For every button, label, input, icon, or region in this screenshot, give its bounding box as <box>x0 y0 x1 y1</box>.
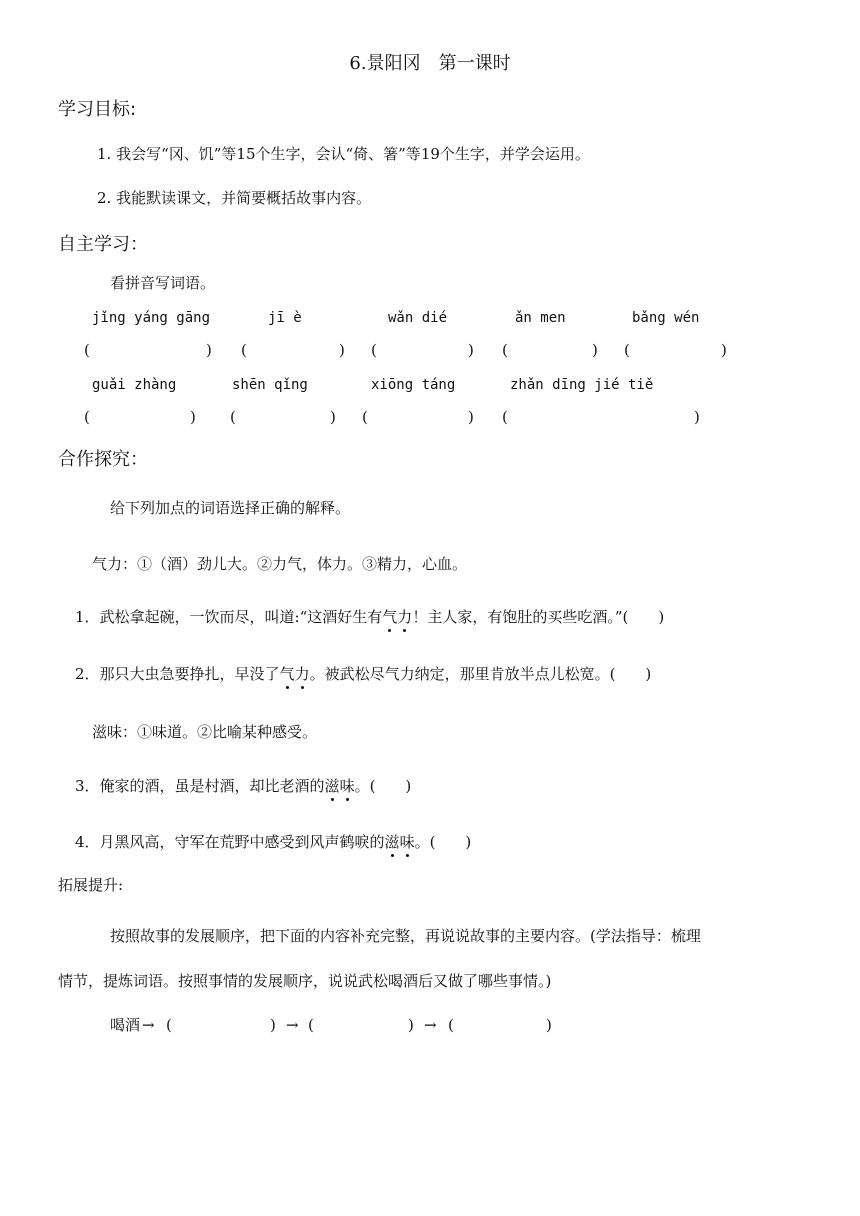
pinyin-2: jī è <box>268 310 302 326</box>
paren-open: ( <box>624 341 630 359</box>
pinyin-3: wǎn dié <box>388 310 448 326</box>
paren-close: ) <box>721 341 727 359</box>
paren-close: ) <box>270 1016 276 1034</box>
dotted-word-char: 味 <box>339 777 355 795</box>
paren-open: ( <box>241 341 247 359</box>
coop-heading: 合作探究： <box>58 449 148 470</box>
arrow-icon: → <box>286 1016 299 1034</box>
flow-start: 喝酒 <box>110 1016 141 1034</box>
pinyin-9: zhǎn dīng jié tiě <box>510 377 654 393</box>
question-text: 。( ) <box>354 777 412 795</box>
pinyin-7: shēn qǐng <box>232 377 308 393</box>
definition-qili: 气力：①（酒）劲儿大。②力气，体力。③精力，心血。 <box>92 555 468 573</box>
pinyin-6: guǎi zhàng <box>92 377 177 393</box>
paren-close: ) <box>339 341 345 359</box>
paren-close: ) <box>694 408 700 426</box>
extend-paragraph-line-1: 按照故事的发展顺序，把下面的内容补充完整，再说说故事的主要内容。(学法指导：梳理 <box>110 927 701 945</box>
paren-open: ( <box>84 341 90 359</box>
paren-open: ( <box>362 408 368 426</box>
pinyin-4: ǎn men <box>515 310 566 326</box>
question-2 <box>75 667 651 682</box>
paren-open: ( <box>502 341 508 359</box>
extend-paragraph-line-2: 情节，提炼词语。按照事情的发展顺序，说说武松喝酒后又做了哪些事情。) <box>58 972 552 990</box>
paren-open: ( <box>166 1016 172 1034</box>
page-title: 6.景阳冈 第一课时 <box>349 53 511 74</box>
pinyin-8: xiōng táng <box>371 377 456 393</box>
goal-item-1: 1. 我会写“冈、饥”等15个生字，会认“倚、箸”等19个生字，并学会运用。 <box>97 145 590 163</box>
paren-close: ) <box>468 408 474 426</box>
paren-open: ( <box>230 408 236 426</box>
question-1 <box>75 610 664 625</box>
question-text: 。( ) <box>414 833 472 851</box>
pinyin-5: bǎng wén <box>632 310 700 326</box>
question-text: ！主人家，有饱肚的买些吃酒。”( ) <box>412 608 665 626</box>
dotted-word-char: 气 <box>279 665 295 683</box>
extend-heading: 拓展提升: <box>58 876 124 894</box>
paren-open: ( <box>308 1016 314 1034</box>
paren-open: ( <box>371 341 377 359</box>
arrow-icon: → <box>424 1016 437 1034</box>
paren-open: ( <box>502 408 508 426</box>
paren-close: ) <box>330 408 336 426</box>
goals-heading: 学习目标: <box>58 99 137 120</box>
paren-close: ) <box>468 341 474 359</box>
paren-close: ) <box>190 408 196 426</box>
paren-open: ( <box>84 408 90 426</box>
question-text: 4．月黑风高，守军在荒野中感受到风声鹤唳的 <box>75 833 385 851</box>
pinyin-1: jǐng yáng gāng <box>92 310 211 326</box>
self-study-heading: 自主学习： <box>58 234 148 255</box>
paren-close: ) <box>546 1016 552 1034</box>
dotted-word-char: 力 <box>294 665 310 683</box>
dotted-word-char: 味 <box>399 833 415 851</box>
coop-instruction: 给下列加点的词语选择正确的解释。 <box>110 499 351 517</box>
arrow-icon: → <box>142 1016 155 1034</box>
pinyin-instruction: 看拼音写词语。 <box>110 274 216 292</box>
paren-close: ) <box>206 341 212 359</box>
question-text: 1．武松拿起碗，一饮而尽，叫道:“这酒好生有 <box>75 608 383 626</box>
question-3 <box>75 779 411 794</box>
definition-ziwei: 滋味：①味道。②比喻某种感受。 <box>92 723 318 741</box>
goal-item-2: 2. 我能默读课文，并简要概括故事内容。 <box>97 189 372 207</box>
paren-close: ) <box>592 341 598 359</box>
question-text: 。被武松尽气力纳定，那里肯放半点儿松宽。( ) <box>309 665 652 683</box>
dotted-word-char: 滋 <box>324 777 340 795</box>
paren-open: ( <box>448 1016 454 1034</box>
dotted-word-char: 力 <box>397 608 413 626</box>
dotted-word-char: 滋 <box>384 833 400 851</box>
question-4 <box>75 835 471 850</box>
question-text: 3．俺家的酒，虽是村酒，却比老酒的 <box>75 777 325 795</box>
question-text: 2．那只大虫急要挣扎，早没了 <box>75 665 280 683</box>
paren-close: ) <box>408 1016 414 1034</box>
dotted-word-char: 气 <box>382 608 398 626</box>
